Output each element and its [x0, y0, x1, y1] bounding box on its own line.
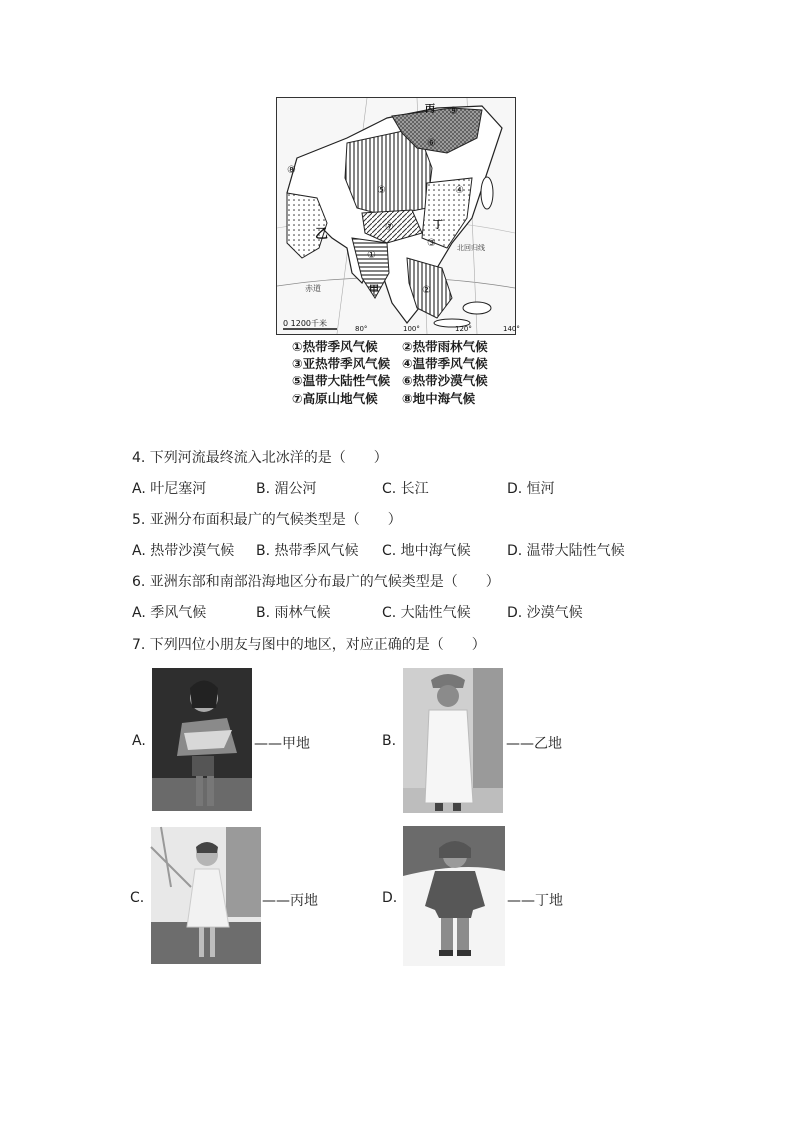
q4-option-b[interactable]: B. 湄公河: [256, 481, 317, 497]
question-7-stem: 7. 下列四位小朋友与图中的地区，对应正确的是（ ）: [132, 637, 486, 653]
q6-option-d[interactable]: D. 沙漠气候: [507, 605, 583, 621]
legend-item: ④温带季风气候: [402, 356, 488, 372]
map-label-ding: 丁: [433, 220, 443, 231]
asia-climate-map: [276, 97, 520, 335]
map-zone-5: ⑤: [377, 185, 386, 196]
picture-a-letter[interactable]: A.: [132, 733, 146, 749]
question-5-stem: 5. 亚洲分布面积最广的气候类型是（ ）: [132, 512, 402, 528]
map-lon-80: 80°: [355, 325, 368, 333]
map-equator-label: 赤道: [305, 284, 321, 293]
legend-item: ⑥热带沙漠气候: [402, 373, 488, 389]
q5-option-b[interactable]: B. 热带季风气候: [256, 543, 359, 559]
map-zone-1: ①: [367, 250, 376, 261]
map-label-yi: 乙: [315, 227, 329, 242]
map-label-jia: 甲: [369, 285, 379, 296]
q6-option-a[interactable]: A. 季风气候: [132, 605, 207, 621]
map-scale-label: 0 1200千米: [283, 319, 327, 328]
q5-option-a[interactable]: A. 热带沙漠气候: [132, 543, 235, 559]
map-zone-9: ⑨: [449, 106, 458, 117]
q6-option-c[interactable]: C. 大陆性气候: [382, 605, 471, 621]
legend-item: ⑧地中海气候: [402, 390, 476, 406]
picture-d-letter[interactable]: D.: [382, 890, 398, 906]
map-zone-6: ⑥: [427, 138, 436, 149]
q4-option-d[interactable]: D. 恒河: [507, 481, 555, 497]
map-zone-3: ③: [427, 238, 436, 249]
picture-b-label: ——乙地: [506, 736, 562, 752]
map-label-bing: 丙: [425, 104, 435, 115]
child-photo-d: [403, 826, 505, 966]
child-photo-c: [151, 827, 261, 964]
legend-row: [292, 372, 512, 389]
map-lon-120: 120°: [455, 325, 472, 333]
q5-option-d[interactable]: D. 温带大陆性气候: [507, 543, 625, 559]
q4-option-c[interactable]: C. 长江: [382, 481, 429, 497]
legend-row: [292, 390, 512, 407]
map-zone-7: ⑦: [385, 222, 394, 233]
map-lon-140: 140°: [503, 325, 520, 333]
legend-item: ⑤温带大陆性气候: [292, 373, 391, 389]
picture-c-letter[interactable]: C.: [130, 890, 145, 906]
climate-legend: [292, 338, 512, 407]
legend-row: [292, 338, 512, 355]
q6-option-b[interactable]: B. 雨林气候: [256, 605, 331, 621]
legend-item: ①热带季风气候: [292, 339, 378, 354]
child-photo-a: [152, 668, 252, 811]
map-tropic-label: 北回归线: [457, 244, 485, 252]
legend-item: ⑦高原山地气候: [292, 390, 378, 406]
q5-option-c[interactable]: C. 地中海气候: [382, 543, 471, 559]
picture-c-label: ——丙地: [262, 893, 318, 909]
picture-b-letter[interactable]: B.: [382, 733, 397, 749]
q4-option-a[interactable]: A. 叶尼塞河: [132, 481, 207, 497]
map-zone-8: ⑧: [287, 165, 296, 176]
map-zone-2: ②: [422, 285, 431, 296]
picture-a-label: ——甲地: [254, 736, 310, 752]
question-4-stem: 4. 下列河流最终流入北冰洋的是（ ）: [132, 450, 388, 466]
map-zone-4: ④: [455, 185, 464, 196]
map-lon-100: 100°: [403, 325, 420, 333]
question-6-stem: 6. 亚洲东部和南部沿海地区分布最广的气候类型是（ ）: [132, 574, 500, 590]
picture-d-label: ——丁地: [507, 893, 563, 909]
legend-item: ②热带雨林气候: [402, 339, 488, 354]
asia-climate-map-drawing: [277, 98, 520, 334]
legend-row: [292, 355, 512, 372]
legend-item: ③亚热带季风气候: [292, 356, 391, 372]
child-photo-b: [403, 668, 503, 813]
